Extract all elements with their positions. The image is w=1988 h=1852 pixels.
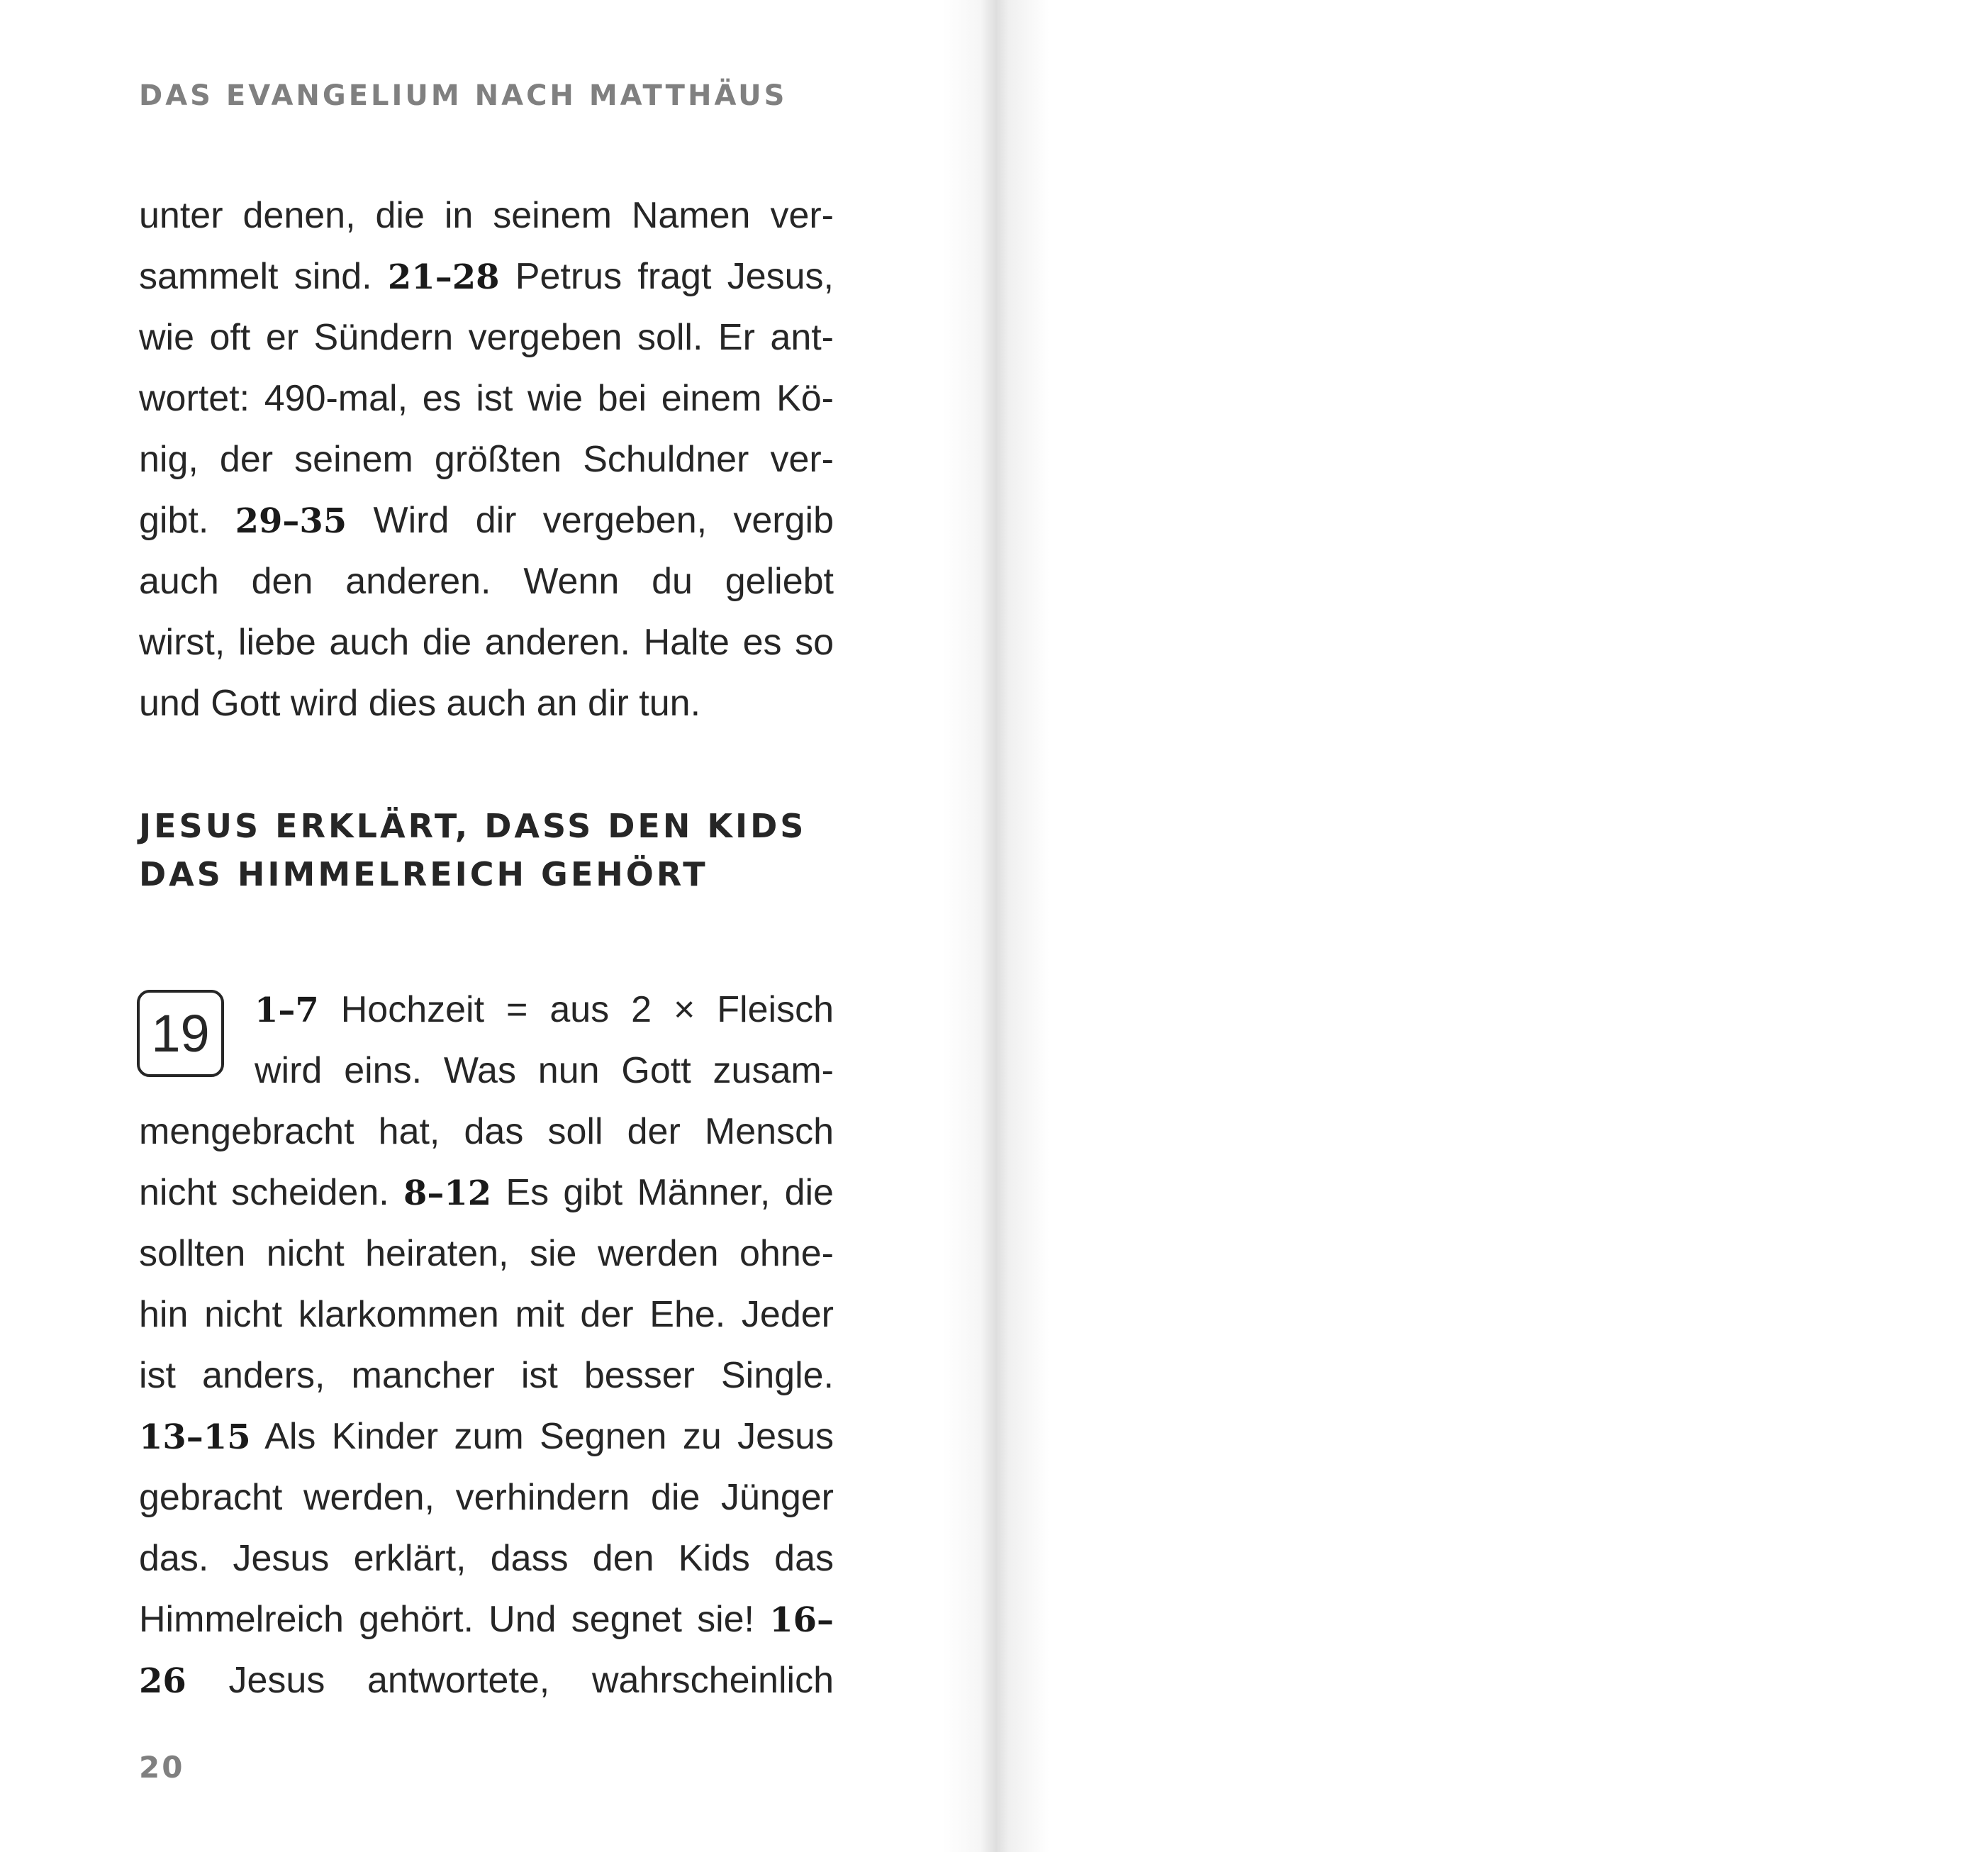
text-line [139, 1406, 834, 1467]
text-line: wie oft er Sündern vergeben soll. Er ant- [139, 317, 834, 358]
text-run: Als Kinder zum Segnen zu Jesus [250, 1416, 834, 1457]
text-line: hin nicht klarkommen mit der Ehe. Jeder [139, 1294, 834, 1335]
right-page-blank [996, 0, 1988, 1852]
text-run: nicht scheiden. [139, 1172, 403, 1213]
text-line: wortet: 490-mal, es ist wie bei einem Kö- [139, 378, 834, 419]
text-line: das. Jesus erklärt, dass den Kids das [139, 1538, 834, 1579]
verse-number: 26 [139, 1661, 186, 1701]
text-line [139, 1650, 834, 1711]
text-line: wirst, liebe auch die anderen. Halte es so [139, 622, 834, 663]
verse-number: 13–15 [139, 1417, 251, 1457]
heading-line: DAS HIMMELREICH GEHÖRT [139, 855, 708, 893]
verse-number: 21–28 [387, 257, 500, 297]
heading-line: JESUS ERKLÄRT, DASS DEN KIDS [139, 807, 807, 845]
running-head: DAS EVANGELIUM NACH MATTHÄUS [139, 79, 788, 112]
text-line: gebracht werden, verhindern die Jünger [139, 1477, 834, 1518]
text-line [139, 1589, 834, 1650]
text-run: Petrus fragt Jesus, [499, 256, 834, 297]
chapter-number-box: 19 [137, 990, 224, 1077]
text-run: Jesus antwortete, wahrscheinlich [186, 1660, 834, 1701]
page-number: 20 [139, 1750, 185, 1785]
text-line: auch den anderen. Wenn du geliebt [139, 561, 834, 602]
text-line: wird eins. Was nun Gott zusam- [255, 1050, 834, 1091]
text-run: Es gibt Männer, die [491, 1172, 834, 1213]
text-line: ist anders, mancher ist besser Single. [139, 1355, 834, 1396]
text-run: Hochzeit = aus 2 × Fleisch [318, 989, 834, 1030]
text-line: nig, der seinem größten Schuldner ver- [139, 439, 834, 480]
section-heading [139, 802, 848, 898]
paragraph-chapter-19 [139, 979, 834, 1711]
verse-number: 1–7 [255, 991, 319, 1030]
text-line [139, 246, 834, 307]
verse-number: 29–35 [235, 501, 347, 541]
verse-number: 8–12 [403, 1173, 492, 1213]
text-line: sollten nicht heiraten, sie werden ohne- [139, 1233, 834, 1274]
text-line: und Gott wird dies auch an dir tun. [139, 683, 701, 724]
text-run: Wird dir vergeben, vergib [347, 500, 834, 541]
text-run: gibt. [139, 500, 235, 541]
text-line: unter denen, die in seinem Namen ver- [139, 195, 834, 236]
verse-number: 16– [769, 1600, 834, 1640]
text-line [139, 979, 834, 1040]
text-line [139, 1162, 834, 1223]
text-run: Himmelreich gehört. Und segnet sie! [139, 1599, 770, 1640]
paragraph-forgiveness [139, 185, 834, 734]
text-line [139, 490, 834, 551]
text-run: sammelt sind. [139, 256, 388, 297]
text-line: mengebracht hat, das soll der Mensch [139, 1111, 834, 1152]
